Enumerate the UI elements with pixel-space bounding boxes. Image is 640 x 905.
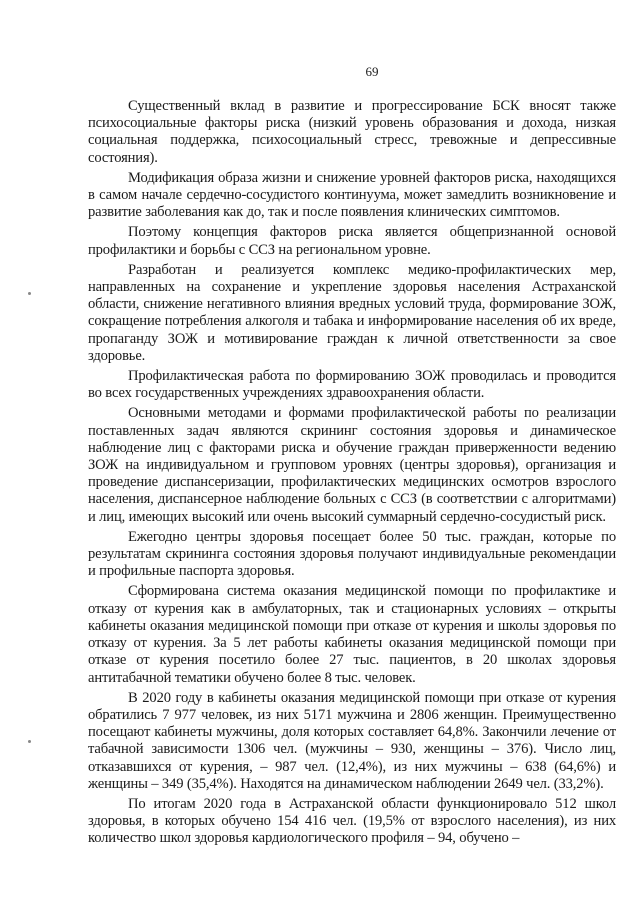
paragraph: По итогам 2020 года в Астраханской области функционировало 512 школ здоровья, в которых обучено 154 416 чел. (19,5% от взрослого населения), из них количество школ здоровья кардиологического профиля – 94, обучено – (88, 795, 616, 847)
paragraph: В 2020 году в кабинеты оказания медицинской помощи при отказе от курения обратились 7 977 человек, из них 5171 мужчина и 2806 женщин. Преимущественно посещают кабинеты мужчины, доля которых составляет 64,8%. Закончили лечение от табачной зависимости 1306 чел. (мужчины – 930, женщины – 376). Число лиц, отказавшихся от курения, – 987 чел. (12,4%), из них мужчины – 638 (64,6%) и женщины – 349 (35,4%). Находятся на динамическом наблюдении 2649 чел. (33,2%). (88, 689, 616, 792)
paragraph: Поэтому концепция факторов риска является общепризнанной основой профилактики и борьбы с ССЗ на региональном уровне. (88, 224, 616, 258)
paragraph: Ежегодно центры здоровья посещает более 50 тыс. граждан, которые по результатам скрининга состояния здоровья получают индивидуальные рекомендации и профильные паспорта здоровья. (88, 528, 616, 580)
paragraph: Существенный вклад в развитие и прогрессирование БСК вносят также психосоциальные факторы риска (низкий уровень образования и дохода, низкая социальная поддержка, психосоциальный стресс, тревожные и депрессивные состояния). (88, 98, 616, 166)
paragraph: Модификация образа жизни и снижение уровней факторов риска, находящихся в самом начале сердечно-сосудистого континуума, может замедлить возникновение и развитие заболевания как до, так и после появления клинических симптомов. (88, 169, 616, 221)
scan-speck (28, 740, 31, 743)
paragraph: Сформирована система оказания медицинской помощи по профилактике и отказу от курения как в амбулаторных, так и стационарных условиях – открыты кабинеты оказания медицинской помощи при отказе от курения и школы здоровья по отказу от курения. За 5 лет работы кабинеты оказания медицинской помощи при отказе от курения посетило более 27 тыс. пациентов, в 20 школах здоровья антитабачной тематики обучено более 8 тыс. человек. (88, 583, 616, 686)
body-text (88, 98, 616, 848)
paragraph: Разработан и реализуется комплекс медико-профилактических мер, направленных на сохранение и укрепление здоровья населения Астраханской области, снижение негативного влияния вредных условий труда, формирование ЗОЖ, сокращение потребления алкоголя и табака и информирование населения об их вреде, пропаганду ЗОЖ и мотивирование граждан к личной ответственности за свое здоровье. (88, 261, 616, 364)
paragraph: Профилактическая работа по формированию ЗОЖ проводилась и проводится во всех государственных учреждениях здравоохранения области. (88, 368, 616, 402)
page-number: 69 (365, 64, 379, 79)
paragraph: Основными методами и формами профилактической работы по реализации поставленных задач являются скрининг состояния здоровья и динамическое наблюдение лиц с факторами риска и обучение граждан приверженности ведению ЗОЖ на индивидуальном и групповом уровнях (центры здоровья), организация и проведение диспансеризации, профилактических медицинских осмотров взрослого населения, диспансерное наблюдение больных с ССЗ (в соответствии с алгоритмами) и лиц, имеющих высокий или очень высокий суммарный сердечно-сосудистый риск. (88, 405, 616, 525)
scan-speck (28, 292, 31, 295)
